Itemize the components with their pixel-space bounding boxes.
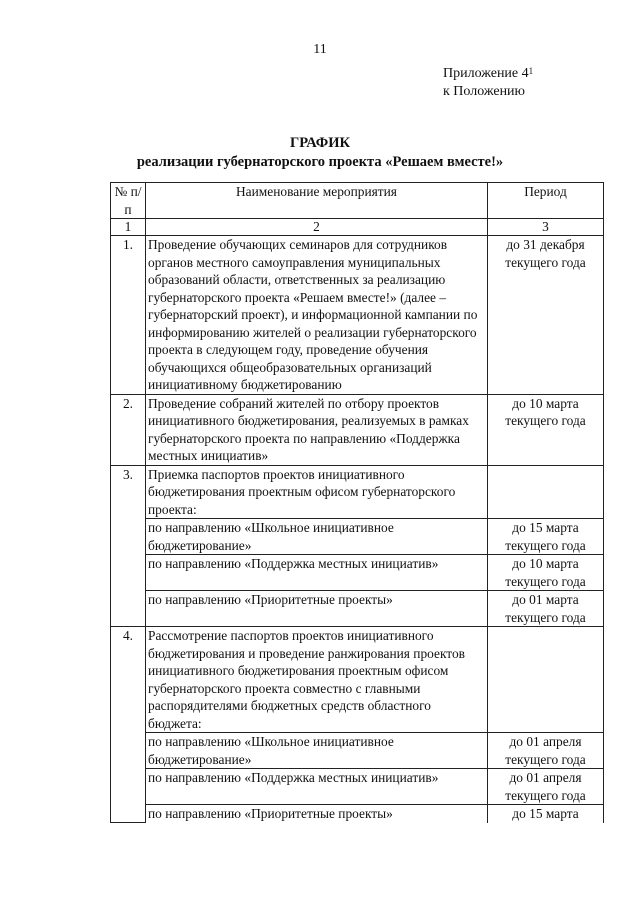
row-number: 3. [111,465,146,627]
table-subrow [111,805,604,823]
appendix-line-1: Приложение $4^1$ [443,66,534,81]
index-cell: 3 [488,219,604,236]
subrow-period: до 01 апреля текущего года [488,733,604,769]
subrow-event-name: по направлению «Школьное инициативное бюджетирование» [146,519,488,555]
table-row [111,394,604,465]
index-cell: 2 [146,219,488,236]
subrow-period: до 01 марта текущего года [488,591,604,627]
row-event-name: Проведение обучающих семинаров для сотрудников органов местного самоуправления муниципальных образований области, ответственных за реализацию губернаторского проекта «Решаем вместе!» (далее – губернаторский проект), и информационной кампании по информированию жителей о реализации губернаторского проекта в следующем году, проведение обучения обучающихся общеобразовательных организаций инициативному бюджетированию [146,236,488,395]
subrow-event-name: по направлению «Приоритетные проекты» [146,805,488,823]
header-event-name: Наименование мероприятия [146,183,488,219]
header-period: Период [488,183,604,219]
subrow-period: до 10 марта текущего года [488,555,604,591]
subrow-event-name: по направлению «Поддержка местных инициатив» [146,769,488,805]
subrow-period: до 01 апреля текущего года [488,769,604,805]
table-subrow [111,769,604,805]
page-number: 11 [313,42,327,57]
table-subrow [111,591,604,627]
table-row [111,465,604,519]
row-number: 1. [111,236,146,395]
row-period: до 10 марта текущего года [488,394,604,465]
row-period [488,627,604,733]
row-period [488,465,604,519]
row-event-name: Приемка паспортов проектов инициативного бюджетирования проектным офисом губернаторского проекта: [146,465,488,519]
row-event-name: Проведение собраний жителей по отбору проектов инициативного бюджетирования, реализуемых в рамках губернаторского проекта по направлению «Поддержка местных инициатив» [146,394,488,465]
title-line-2: реализации губернаторского проекта «Решаем вместе!» [136,154,504,170]
index-cell: 1 [111,219,146,236]
header-number: № п/п [111,183,146,219]
document-title [0,134,640,172]
row-number: 4. [111,627,146,823]
row-event-name: Рассмотрение паспортов проектов инициативного бюджетирования и проведение ранжирования проектов инициативного бюджетирования проектным офисом губернаторского проекта совместно с главными распорядителями бюджетных средств областного бюджета: [146,627,488,733]
table-subrow [111,555,604,591]
table-index-row [111,219,604,236]
table-row [111,627,604,733]
subrow-event-name: по направлению «Приоритетные проекты» [146,591,488,627]
subrow-period: до 15 марта текущего года [488,519,604,555]
appendix-line-2: к Положению [443,84,526,99]
schedule-table [110,182,604,823]
table-subrow [111,733,604,769]
table-row [111,236,604,395]
row-number: 2. [111,394,146,465]
appendix-caption [443,65,533,101]
appendix-superscript: 1 [528,66,534,76]
subrow-event-name: по направлению «Поддержка местных инициатив» [146,555,488,591]
table-header-row [111,183,604,219]
table-subrow [111,519,604,555]
row-period: до 31 декабря текущего года [488,236,604,395]
title-line-1: ГРАФИК [289,135,351,151]
subrow-period: до 15 марта [488,805,604,823]
subrow-event-name: по направлению «Школьное инициативное бюджетирование» [146,733,488,769]
